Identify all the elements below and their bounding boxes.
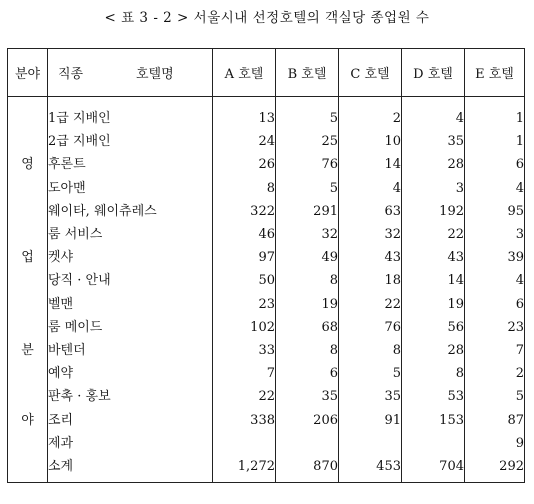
- value-cell: [339, 432, 402, 455]
- value-cell: 91: [339, 408, 402, 431]
- value-cell: 7: [213, 362, 276, 385]
- value-cell: 43: [402, 246, 465, 269]
- table-row: [8, 432, 525, 455]
- value-cell: 453: [339, 455, 402, 483]
- value-cell: 50: [213, 269, 276, 292]
- value-cell: 3: [465, 223, 525, 246]
- value-cell: 9: [465, 432, 525, 455]
- value-cell: 19: [402, 293, 465, 316]
- value-cell: 23: [213, 293, 276, 316]
- field-cell: [8, 130, 48, 153]
- value-cell: 322: [213, 200, 276, 223]
- employee-table: [7, 48, 525, 483]
- table-row: [8, 293, 525, 316]
- value-cell: 7: [465, 339, 525, 362]
- table-row: [8, 97, 525, 131]
- value-cell: 192: [402, 200, 465, 223]
- value-cell: 6: [465, 153, 525, 176]
- job-cell: 당직 · 안내: [48, 269, 213, 292]
- table-row: [8, 408, 525, 431]
- field-label: 분: [8, 339, 48, 362]
- hotel-c-header: C 호텔: [339, 49, 402, 97]
- value-cell: 28: [402, 339, 465, 362]
- value-cell: 3: [402, 177, 465, 200]
- table-row: [8, 385, 525, 408]
- value-cell: 4: [339, 177, 402, 200]
- value-cell: 102: [213, 316, 276, 339]
- table-row: [8, 339, 525, 362]
- value-cell: 43: [339, 246, 402, 269]
- value-cell: 49: [276, 246, 339, 269]
- value-cell: 6: [465, 293, 525, 316]
- field-cell: [8, 362, 48, 385]
- job-header: [48, 49, 213, 97]
- job-cell: 웨이타, 웨이츄레스: [48, 200, 213, 223]
- job-cell: 룸 메이드: [48, 316, 213, 339]
- job-label: 직종: [58, 67, 84, 82]
- value-cell: 870: [276, 455, 339, 483]
- value-cell: 95: [465, 200, 525, 223]
- value-cell: 292: [465, 455, 525, 483]
- table-row: [8, 246, 525, 269]
- job-cell: 예약: [48, 362, 213, 385]
- table-row: [8, 177, 525, 200]
- value-cell: 35: [276, 385, 339, 408]
- value-cell: 35: [339, 385, 402, 408]
- job-cell: 2급 지배인: [48, 130, 213, 153]
- value-cell: 8: [339, 339, 402, 362]
- value-cell: 2: [339, 97, 402, 131]
- value-cell: 46: [213, 223, 276, 246]
- value-cell: 23: [465, 316, 525, 339]
- value-cell: 97: [213, 246, 276, 269]
- value-cell: 22: [402, 223, 465, 246]
- table-caption: < 표 3 - 2 > 서울시내 선정호텔의 객실당 종업원 수: [104, 10, 430, 26]
- field-label: 야: [8, 408, 48, 431]
- job-cell: 도아맨: [48, 177, 213, 200]
- value-cell: 63: [339, 200, 402, 223]
- value-cell: 8: [402, 362, 465, 385]
- value-cell: 5: [276, 177, 339, 200]
- field-cell: [8, 269, 48, 292]
- field-cell: [8, 223, 48, 246]
- value-cell: 56: [402, 316, 465, 339]
- table-row: [8, 200, 525, 223]
- value-cell: 24: [213, 130, 276, 153]
- value-cell: 6: [276, 362, 339, 385]
- value-cell: 35: [402, 130, 465, 153]
- value-cell: 87: [465, 408, 525, 431]
- value-cell: 53: [402, 385, 465, 408]
- value-cell: 8: [213, 177, 276, 200]
- table-row: [8, 130, 525, 153]
- value-cell: 8: [276, 339, 339, 362]
- value-cell: 291: [276, 200, 339, 223]
- job-cell: 소계: [48, 455, 213, 483]
- value-cell: [402, 432, 465, 455]
- table-row: [8, 269, 525, 292]
- field-cell: [8, 200, 48, 223]
- value-cell: 22: [339, 293, 402, 316]
- value-cell: 704: [402, 455, 465, 483]
- field-cell: [8, 432, 48, 455]
- job-cell: 1급 지배인: [48, 97, 213, 131]
- value-cell: 1,272: [213, 455, 276, 483]
- job-cell: 판촉 · 홍보: [48, 385, 213, 408]
- hotel-d-header: D 호텔: [402, 49, 465, 97]
- value-cell: 4: [402, 97, 465, 131]
- value-cell: 1: [465, 130, 525, 153]
- value-cell: 4: [465, 269, 525, 292]
- job-cell: 조리: [48, 408, 213, 431]
- value-cell: 25: [276, 130, 339, 153]
- job-cell: 후론트: [48, 153, 213, 176]
- value-cell: 32: [339, 223, 402, 246]
- value-cell: [276, 432, 339, 455]
- value-cell: 22: [213, 385, 276, 408]
- header-row: [8, 49, 525, 97]
- value-cell: 5: [465, 385, 525, 408]
- value-cell: 153: [402, 408, 465, 431]
- value-cell: 13: [213, 97, 276, 131]
- field-cell: [8, 97, 48, 131]
- value-cell: 76: [276, 153, 339, 176]
- value-cell: 2: [465, 362, 525, 385]
- job-cell: 룸 서비스: [48, 223, 213, 246]
- job-cell: 벨맨: [48, 293, 213, 316]
- value-cell: 5: [276, 97, 339, 131]
- field-cell: [8, 455, 48, 483]
- value-cell: 76: [339, 316, 402, 339]
- value-cell: 32: [276, 223, 339, 246]
- field-cell: [8, 177, 48, 200]
- value-cell: 1: [465, 97, 525, 131]
- table-row: [8, 362, 525, 385]
- value-cell: 338: [213, 408, 276, 431]
- table-body: [8, 97, 525, 483]
- hotel-a-header: A 호텔: [213, 49, 276, 97]
- value-cell: 68: [276, 316, 339, 339]
- value-cell: 4: [465, 177, 525, 200]
- value-cell: 14: [402, 269, 465, 292]
- field-cell: [8, 385, 48, 408]
- value-cell: 18: [339, 269, 402, 292]
- job-cell: 켓샤: [48, 246, 213, 269]
- value-cell: 19: [276, 293, 339, 316]
- field-label: 영: [8, 153, 48, 176]
- table-row: [8, 455, 525, 483]
- value-cell: 33: [213, 339, 276, 362]
- value-cell: 206: [276, 408, 339, 431]
- value-cell: 26: [213, 153, 276, 176]
- table-row: [8, 153, 525, 176]
- value-cell: 8: [276, 269, 339, 292]
- hotel-b-header: B 호텔: [276, 49, 339, 97]
- value-cell: 39: [465, 246, 525, 269]
- table-row: [8, 316, 525, 339]
- field-cell: [8, 316, 48, 339]
- value-cell: 10: [339, 130, 402, 153]
- value-cell: 28: [402, 153, 465, 176]
- value-cell: 5: [339, 362, 402, 385]
- value-cell: 14: [339, 153, 402, 176]
- field-cell: [8, 293, 48, 316]
- hotel-e-header: E 호텔: [465, 49, 525, 97]
- job-cell: 제과: [48, 432, 213, 455]
- field-header: 분야: [8, 49, 48, 97]
- table-row: [8, 223, 525, 246]
- job-cell: 바텐더: [48, 339, 213, 362]
- field-label: 업: [8, 246, 48, 269]
- hotel-name-label: 호텔명: [136, 67, 174, 82]
- value-cell: [213, 432, 276, 455]
